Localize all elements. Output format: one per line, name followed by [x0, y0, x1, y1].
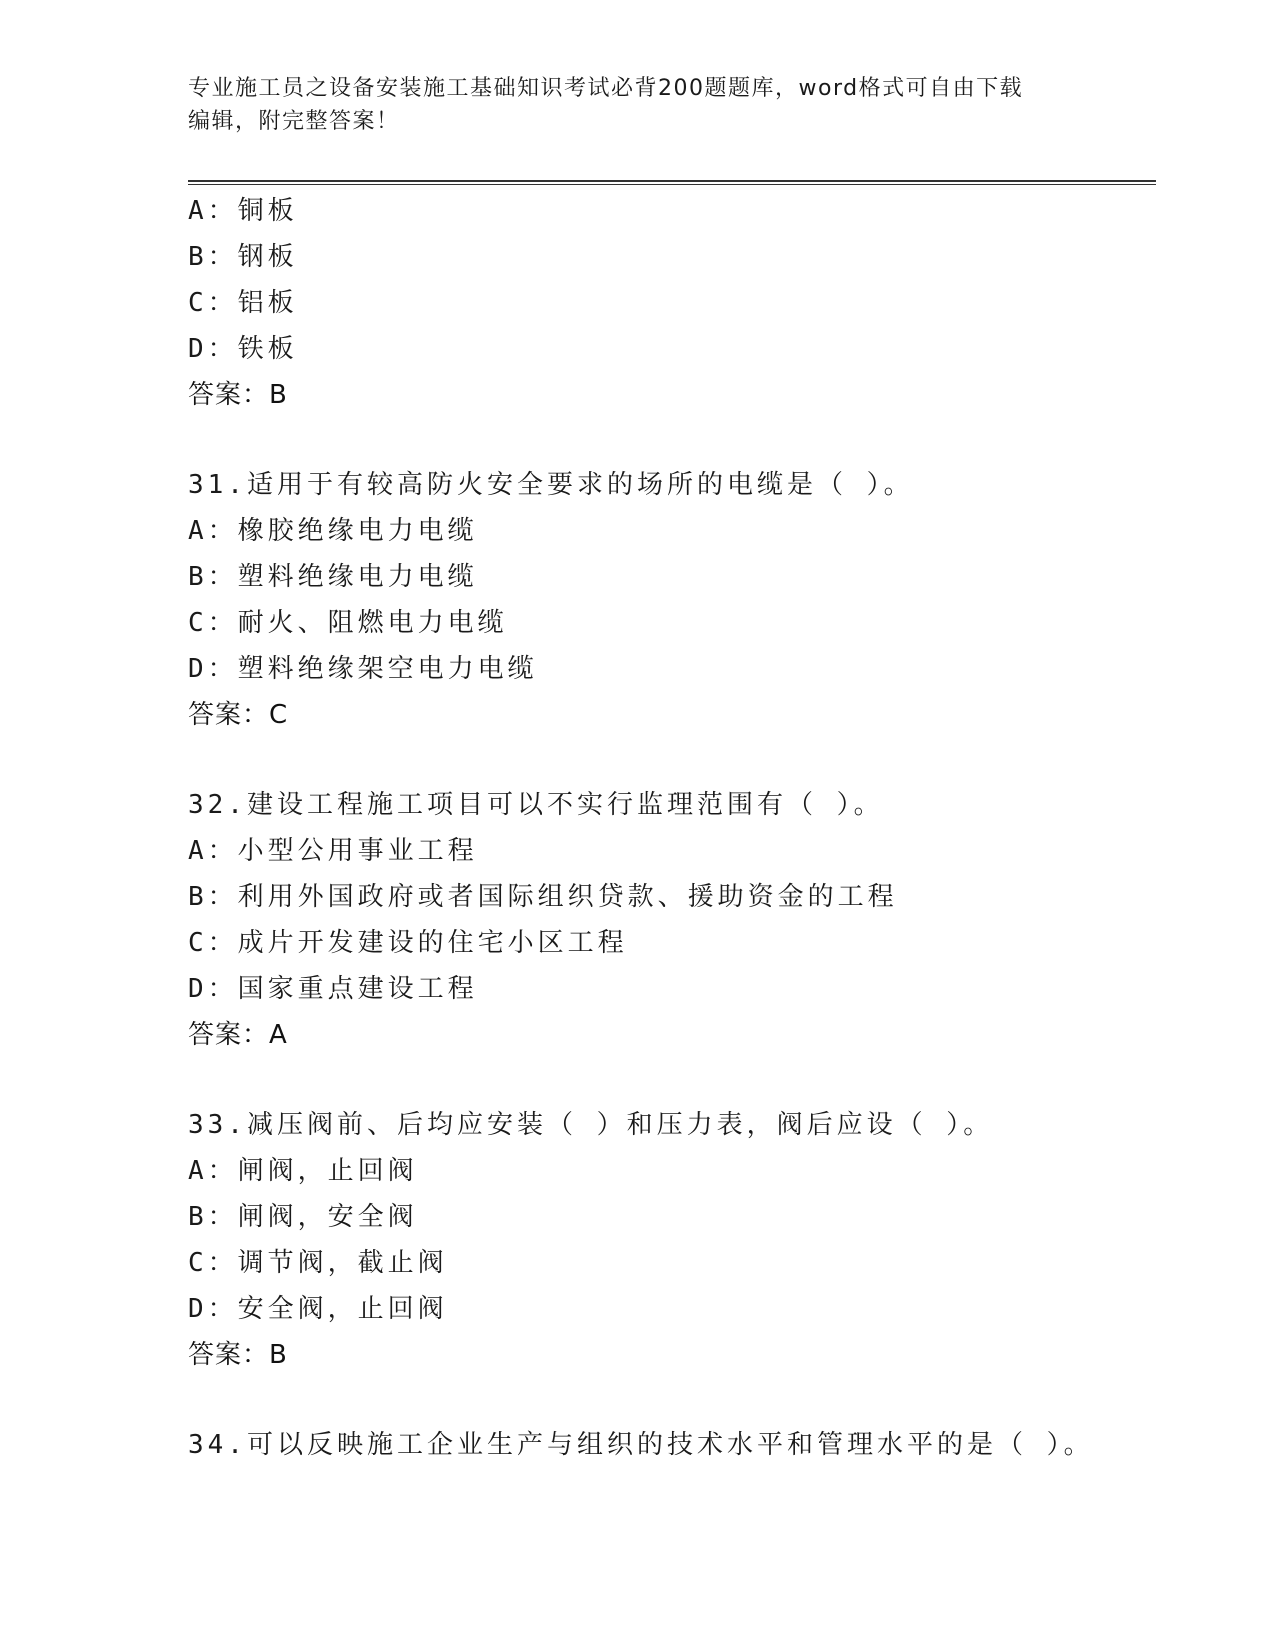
option-b: B：塑料绝缘电力电缆 — [188, 562, 478, 592]
header-line-2: 编辑，附完整答案！ — [188, 109, 400, 134]
option-d: D：安全阀，止回阀 — [188, 1294, 448, 1324]
option-c: C：成片开发建设的住宅小区工程 — [188, 928, 628, 958]
question-30 — [188, 188, 1156, 418]
question-32 — [188, 782, 1156, 1058]
option-b: B：闸阀，安全阀 — [188, 1202, 418, 1232]
option-a: A：铜板 — [188, 196, 298, 226]
spacer — [188, 1378, 1156, 1422]
option-a: A：闸阀，止回阀 — [188, 1156, 418, 1186]
option-d: D：塑料绝缘架空电力电缆 — [188, 654, 538, 684]
spacer — [188, 1058, 1156, 1102]
option-b: B：钢板 — [188, 242, 298, 272]
question-33 — [188, 1102, 1156, 1378]
header-line-1: 专业施工员之设备安装施工基础知识考试必背200题题库，word格式可自由下载 — [188, 76, 1024, 101]
answer-line: 答案：B — [188, 380, 288, 410]
header-rule-thick — [188, 180, 1156, 182]
question-title: 32.建设工程施工项目可以不实行监理范围有（ ）。 — [188, 790, 884, 820]
answer-line: 答案：A — [188, 1020, 288, 1050]
answer-line: 答案：B — [188, 1340, 288, 1370]
header-rule-thin — [188, 184, 1156, 185]
document-header — [188, 72, 1088, 138]
question-list — [188, 188, 1156, 1468]
answer-line: 答案：C — [188, 700, 289, 730]
option-d: D：国家重点建设工程 — [188, 974, 478, 1004]
option-a: A：小型公用事业工程 — [188, 836, 478, 866]
option-c: C：调节阀，截止阀 — [188, 1248, 448, 1278]
question-title: 31.适用于有较高防火安全要求的场所的电缆是（ ）。 — [188, 470, 914, 500]
question-title: 33.减压阀前、后均应安装（ ）和压力表，阀后应设（ ）。 — [188, 1110, 994, 1140]
option-c: C：耐火、阻燃电力电缆 — [188, 608, 508, 638]
option-d: D：铁板 — [188, 334, 298, 364]
question-title: 34.可以反映施工企业生产与组织的技术水平和管理水平的是（ ）。 — [188, 1430, 1094, 1460]
option-b: B：利用外国政府或者国际组织贷款、援助资金的工程 — [188, 882, 898, 912]
option-c: C：铝板 — [188, 288, 298, 318]
question-34 — [188, 1422, 1156, 1468]
question-31 — [188, 462, 1156, 738]
spacer — [188, 418, 1156, 462]
option-a: A：橡胶绝缘电力电缆 — [188, 516, 478, 546]
spacer — [188, 738, 1156, 782]
